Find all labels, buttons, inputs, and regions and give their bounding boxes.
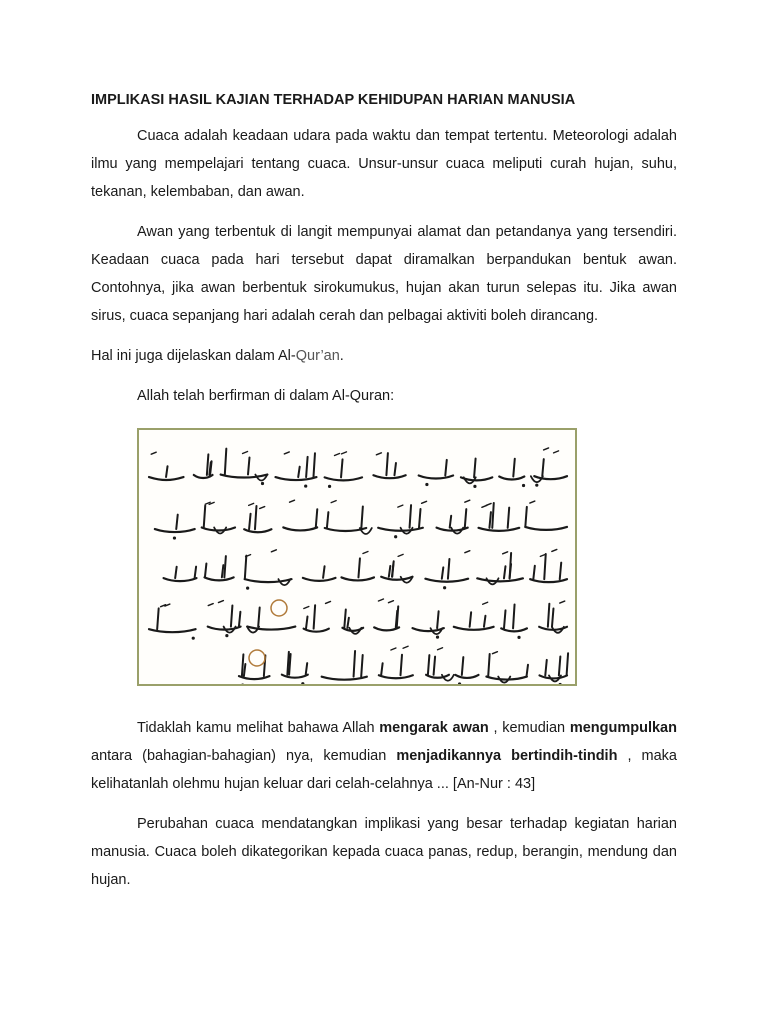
paragraph-cloud-forecast: Awan yang terbentuk di langit mempunyai alamat dan petandanya yang tersendiri. Keadaan cuaca pada hari tersebut dapat diramalkan berpandukan bentuk awan. Contohnya, jika awan berbentuk sirokumukus, hujan akan turun selepas itu. Jika awan sirus, cuaca sepanjang hari adalah cerah dan pelbagai aktiviti boleh dirancang.	[91, 224, 677, 324]
quran-reference-word: Qur’an	[295, 348, 340, 364]
translation-bold-gathering-clouds: mengarak awan	[379, 720, 489, 736]
calligraphy-stroke	[325, 477, 362, 480]
calligraphy-stroke	[474, 459, 476, 478]
diacritic-dot	[192, 637, 195, 640]
diacritic-mark	[388, 601, 393, 603]
diacritic-dot	[328, 485, 331, 488]
calligraphy-stroke	[542, 459, 544, 476]
calligraphy-stroke	[508, 508, 510, 528]
diacritic-mark	[544, 448, 549, 450]
diacritic-mark	[290, 500, 295, 502]
calligraphy-stroke	[488, 654, 490, 677]
calligraphy-stroke	[437, 611, 439, 628]
calligraphy-stroke	[426, 675, 449, 678]
calligraphy-stroke	[306, 663, 308, 675]
calligraphy-stroke	[501, 628, 527, 631]
diacritic-mark	[335, 453, 340, 455]
document-page	[91, 92, 677, 906]
translation-part-2: , kemudian	[488, 720, 570, 736]
calligraphy-stroke	[341, 459, 343, 477]
calligraphy-stroke	[222, 565, 224, 577]
document-heading: IMPLIKASI HASIL KAJIAN TERHADAP KEHIDUPAN HARIAN MANUSIA	[91, 92, 576, 108]
calligraphy-stroke	[526, 665, 528, 677]
diacritic-mark	[492, 652, 497, 654]
calligraphy-stroke	[358, 558, 360, 577]
diacritic-dot	[225, 634, 228, 637]
calligraphy-stroke	[255, 506, 257, 529]
quran-verse-image	[137, 428, 577, 686]
diacritic-dot	[246, 587, 249, 590]
diacritic-dot	[458, 682, 461, 684]
calligraphy-stroke	[344, 610, 346, 628]
diacritic-mark	[398, 554, 403, 556]
diacritic-mark	[260, 507, 265, 509]
diacritic-mark	[438, 648, 443, 650]
calligraphy-stroke	[195, 567, 197, 578]
calligraphy-stroke	[448, 559, 450, 579]
translation-part-1: Tidaklah kamu melihat bahawa Allah	[137, 720, 380, 736]
calligraphy-stroke	[400, 655, 402, 675]
calligraphy-stroke	[477, 578, 523, 581]
calligraphy-stroke	[445, 460, 447, 476]
calligraphy-stroke	[442, 567, 444, 578]
calligraphy-stroke	[322, 677, 367, 680]
calligraphy-stroke	[530, 579, 567, 582]
calligraphy-stroke	[455, 675, 478, 678]
calligraphy-stroke	[204, 506, 206, 528]
calligraphy-stroke	[155, 529, 195, 532]
verse-end-marker	[249, 650, 265, 666]
calligraphy-stroke	[552, 609, 554, 627]
diacritic-dot	[443, 586, 446, 589]
calligraphy-stroke	[486, 677, 526, 680]
calligraphy-stroke	[157, 608, 159, 629]
diacritic-mark	[376, 453, 381, 455]
calligraphy-stroke	[239, 612, 241, 627]
calligraphy-stroke	[434, 657, 436, 675]
calligraphy-stroke	[386, 453, 388, 475]
calligraphy-stroke	[381, 577, 412, 580]
calligraphy-stroke	[379, 675, 413, 678]
calligraphy-stroke	[462, 657, 464, 675]
calligraphy-stroke	[258, 607, 260, 626]
calligraphy-stroke	[361, 506, 363, 528]
calligraphy-stroke	[306, 617, 308, 629]
calligraphy-stroke	[303, 578, 336, 581]
quran-reference-prefix: Hal ini juga dijelaskan dalam Al-	[91, 348, 296, 364]
diacritic-mark	[483, 602, 488, 604]
diacritic-dot	[473, 485, 476, 488]
calligraphy-stroke	[225, 449, 227, 475]
calligraphy-stroke	[545, 660, 547, 676]
calligraphy-stroke	[205, 563, 207, 577]
diacritic-dot	[559, 683, 562, 684]
translation-part-3: antara (bahagian-bahagian) nya, kemudian	[91, 748, 397, 764]
calligraphy-stroke	[389, 566, 391, 577]
calligraphy-stroke	[544, 554, 546, 579]
calligraphy-stroke	[149, 629, 196, 632]
calligraphy-stroke	[207, 454, 209, 475]
paragraph-weather-implications: Perubahan cuaca mendatangkan implikasi yang besar terhadap kegiatan harian manusia. Cuaca boleh dikategorikan kepada cuaca panas, redup, berangin, mendung dan hujan.	[91, 816, 677, 888]
calligraphy-stroke	[314, 605, 316, 628]
calligraphy-stroke	[425, 579, 468, 582]
diacritic-mark	[465, 551, 470, 553]
diacritic-mark	[208, 604, 213, 606]
calligraphy-stroke	[282, 675, 308, 678]
calligraphy-stroke	[513, 604, 515, 628]
diacritic-mark	[554, 451, 559, 453]
calligraphy-stroke	[316, 509, 318, 527]
diacritic-mark	[151, 452, 156, 454]
calligraphy-stroke	[534, 476, 567, 479]
calligraphy-stroke	[381, 663, 383, 675]
diacritic-mark	[271, 550, 276, 552]
diacritic-dot	[394, 535, 397, 538]
calligraphy-stroke	[419, 475, 453, 478]
calligraphy-stroke	[465, 509, 467, 527]
calligraphy-stroke	[454, 627, 494, 630]
diacritic-mark	[398, 505, 403, 507]
diacritic-mark	[422, 501, 427, 503]
calligraphy-stroke	[221, 475, 268, 478]
calligraphy-stroke	[298, 467, 300, 477]
calligraphy-stroke	[413, 628, 444, 631]
calligraphy-stroke	[479, 528, 520, 531]
diacritic-dot	[301, 682, 304, 684]
diacritic-dot	[522, 484, 525, 487]
diacritic-mark	[530, 501, 535, 503]
diacritic-mark	[331, 501, 336, 503]
calligraphy-stroke	[559, 657, 561, 676]
diacritic-mark	[540, 554, 545, 556]
calligraphy-stroke	[525, 507, 527, 527]
calligraphy-stroke	[548, 604, 550, 627]
translation-bold-collecting: mengumpulkan	[569, 720, 677, 736]
diacritic-mark	[486, 503, 491, 505]
verse-end-marker	[271, 600, 287, 616]
diacritic-mark	[391, 648, 396, 650]
diacritic-mark	[243, 452, 248, 454]
diacritic-dot	[173, 536, 176, 539]
calligraphy-stroke	[283, 527, 317, 530]
calligraphy-stroke	[327, 512, 329, 528]
calligraphy-stroke	[540, 675, 567, 678]
diacritic-mark	[249, 503, 254, 505]
calligraphy-stroke	[492, 503, 494, 528]
calligraphy-stroke	[176, 515, 178, 529]
calligraphy-stroke	[504, 610, 506, 628]
calligraphy-stroke	[525, 527, 567, 530]
translation-part-4: , maka kelihatanlah olehmu hujan keluar dari celah-celahnya ... [An-Nur : 43]	[91, 748, 677, 792]
calligraphy-stroke	[244, 664, 246, 676]
calligraphy-stroke	[205, 577, 234, 580]
calligraphy-stroke	[247, 627, 295, 630]
calligraphy-stroke	[313, 453, 315, 477]
diacritic-dot	[535, 484, 538, 487]
diacritic-mark	[284, 452, 289, 454]
calligraphy-stroke	[245, 579, 292, 582]
calligraphy-stroke	[394, 463, 396, 475]
calligraphy-stroke	[504, 566, 506, 578]
calligraphy-stroke	[175, 567, 177, 578]
calligraphy-stroke	[231, 605, 233, 626]
diacritic-mark	[363, 551, 368, 553]
calligraphy-stroke	[242, 654, 244, 676]
diacritic-mark	[218, 601, 223, 603]
calligraphy-stroke	[166, 466, 168, 477]
calligraphy-stroke	[428, 655, 430, 675]
calligraphy-stroke	[484, 616, 486, 627]
quran-reference-suffix: .	[339, 348, 344, 364]
calligraphy-stroke	[567, 653, 569, 675]
diacritic-mark	[560, 601, 565, 603]
diacritic-mark	[403, 646, 408, 648]
diacritic-mark	[326, 601, 331, 603]
translation-bold-layering: menjadikannya bertindih-tindih	[396, 748, 618, 764]
calligraphy-stroke	[419, 509, 421, 528]
calligraphy-stroke	[499, 477, 524, 480]
calligraphy-stroke	[361, 655, 363, 677]
diacritic-mark	[378, 599, 383, 601]
calligraphy-stroke	[275, 477, 316, 480]
calligraphy-stroke	[354, 651, 356, 677]
calligraphy-stroke	[560, 563, 562, 580]
calligraphy-stroke	[323, 566, 325, 578]
calligraphy-stroke	[410, 505, 412, 528]
calligraphy-stroke	[304, 629, 329, 632]
calligraphy-stroke	[306, 457, 308, 477]
arabic-calligraphy-graphic	[139, 430, 575, 684]
paragraph-quran-reference	[91, 342, 677, 370]
calligraphy-stroke	[347, 618, 349, 628]
calligraphy-stroke	[373, 475, 405, 478]
calligraphy-stroke	[249, 514, 251, 530]
calligraphy-stroke	[224, 556, 226, 577]
paragraph-allah-said: Allah telah berfirman di dalam Al-Quran:	[137, 388, 395, 404]
diacritic-dot	[436, 636, 439, 639]
paragraph-verse-translation	[91, 714, 677, 798]
diacritic-mark	[465, 500, 470, 502]
diacritic-mark	[341, 452, 346, 454]
calligraphy-stroke	[470, 612, 472, 627]
calligraphy-stroke	[164, 578, 197, 581]
diacritic-mark	[552, 549, 557, 551]
calligraphy-stroke	[245, 556, 247, 579]
paragraph-weather-definition: Cuaca adalah keadaan udara pada waktu dan tempat tertentu. Meteorologi adalah ilmu yang mempelajari tentang cuaca. Unsur-unsur cuaca meliputi curah hujan, suhu, tekanan, kelembaban, dan awan.	[91, 128, 677, 200]
calligraphy-stroke	[248, 457, 250, 474]
diacritic-mark	[503, 552, 508, 554]
diacritic-dot	[304, 484, 307, 487]
diacritic-dot	[261, 482, 264, 485]
diacritic-mark	[304, 607, 309, 609]
calligraphy-stroke	[489, 512, 491, 528]
calligraphy-stroke	[450, 516, 452, 528]
calligraphy-stroke	[533, 566, 535, 579]
diacritic-dot	[425, 483, 428, 486]
diacritic-dot	[517, 636, 520, 639]
calligraphy-stroke	[513, 459, 515, 477]
calligraphy-stroke	[202, 527, 235, 530]
